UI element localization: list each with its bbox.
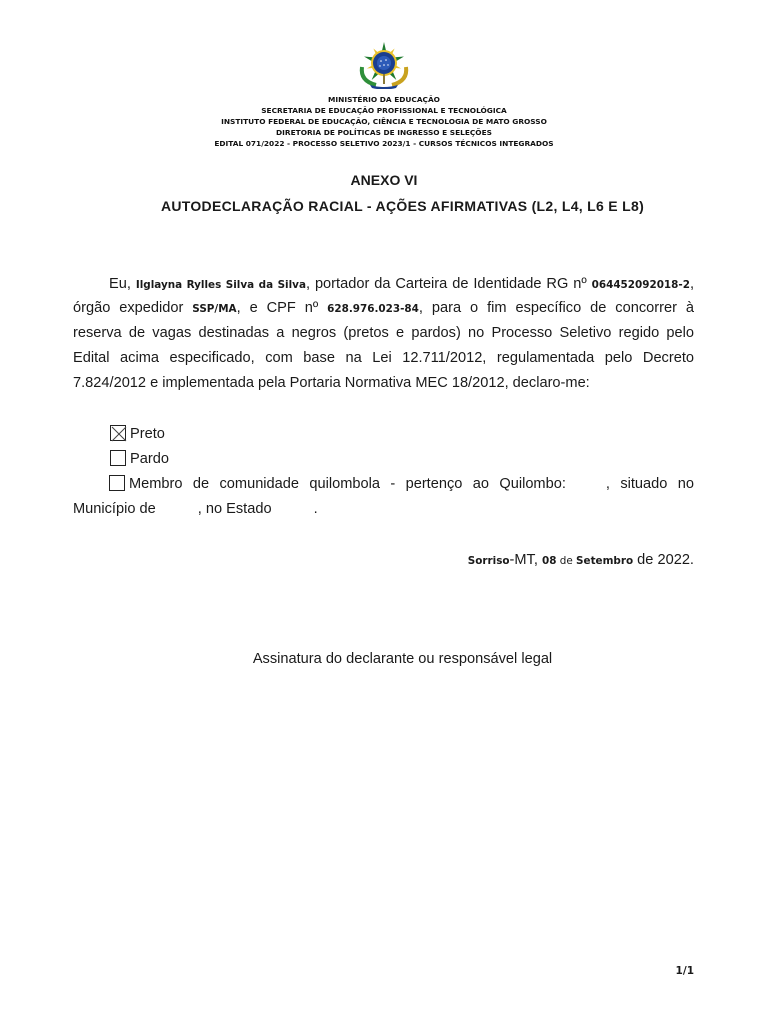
municipio-line bbox=[73, 500, 318, 518]
header-line-secretariat: SECRETARIA DE EDUCAÇÃO PROFISSIONAL E TECNOLÓGICA bbox=[261, 106, 507, 115]
text-orgao: órgão expedidor bbox=[73, 300, 193, 316]
estado-label: , no Estado bbox=[197, 501, 272, 517]
day-value: 08 bbox=[541, 555, 557, 567]
annex-title: ANEXO VI bbox=[350, 172, 418, 188]
document-subtitle: AUTODECLARAÇÃO RACIAL - AÇÕES AFIRMATIVAS (L2, L4, L6 E L8) bbox=[160, 198, 645, 214]
brazil-coat-of-arms-icon bbox=[356, 41, 412, 89]
state-text: -MT, bbox=[509, 552, 542, 568]
header-line-directorate: DIRETORIA DE POLÍTICAS DE INGRESSO E SELEÇÕES bbox=[276, 128, 492, 137]
header-line-ministry: MINISTÉRIO DA EDUCAÇÃO bbox=[328, 95, 440, 104]
month-value: Setembro bbox=[576, 555, 634, 567]
text-comma: , bbox=[689, 276, 694, 292]
text-cpf-label: , e CPF nº bbox=[236, 300, 328, 316]
option-label-preto: Preto bbox=[130, 426, 165, 442]
option-quilombola[interactable] bbox=[73, 475, 694, 493]
option-preto[interactable] bbox=[110, 425, 165, 443]
option-label-quilombola: Membro de comunidade quilombola - pertenço ao Quilombo: bbox=[129, 476, 566, 492]
cpf-number: 628.976.023-84 bbox=[327, 303, 419, 315]
page-number: 1/1 bbox=[675, 965, 694, 977]
text-eu: Eu, bbox=[109, 276, 136, 292]
option-label-pardo: Pardo bbox=[130, 451, 169, 467]
institution-header bbox=[0, 94, 768, 149]
municipio-label: Município de bbox=[73, 501, 156, 517]
option-pardo[interactable] bbox=[110, 450, 169, 468]
rg-number: 064452092018-2 bbox=[591, 279, 690, 291]
date-line bbox=[468, 552, 694, 568]
declaration-line-2 bbox=[73, 299, 694, 318]
text-situado: , situado no bbox=[605, 476, 694, 492]
declaration-line-5: 7.824/2012 e implementada pela Portaria Normativa MEC 18/2012, declaro-me: bbox=[73, 375, 590, 391]
text-de-1: de bbox=[556, 555, 577, 567]
text-portador: , portador da Carteira de Identidade RG nº bbox=[305, 276, 592, 292]
city-value: Sorriso bbox=[467, 555, 510, 567]
declaration-line-3: reserva de vagas destinadas a negros (pretos e pardos) no Processo Seletivo regido pelo bbox=[73, 325, 694, 341]
issuer-value: SSP/MA bbox=[192, 303, 237, 315]
signature-label: Assinatura do declarante ou responsável legal bbox=[252, 651, 553, 667]
checkbox-preto[interactable] bbox=[110, 425, 126, 441]
checkbox-pardo[interactable] bbox=[110, 450, 126, 466]
declaration-line-1 bbox=[73, 275, 694, 294]
header-line-institute: INSTITUTO FEDERAL DE EDUCAÇÃO, CIÊNCIA E TECNOLOGIA DE MATO GROSSO bbox=[221, 117, 547, 126]
declaration-line-4: Edital acima especificado, com base na Lei 12.711/2012, regulamentada pelo Decreto bbox=[73, 350, 694, 366]
header-line-edital: EDITAL 071/2022 - PROCESSO SELETIVO 2023/1 - CURSOS TÉCNICOS INTEGRADOS bbox=[214, 139, 554, 148]
checkbox-quilombola[interactable] bbox=[109, 475, 125, 491]
text-period: . bbox=[313, 501, 318, 517]
text-year: de 2022. bbox=[633, 552, 694, 568]
check-x-icon bbox=[111, 426, 127, 442]
text-fim: , para o fim específico de concorrer à bbox=[418, 300, 694, 316]
declarant-name: Ilglayna Rylles Silva da Silva bbox=[135, 279, 306, 291]
